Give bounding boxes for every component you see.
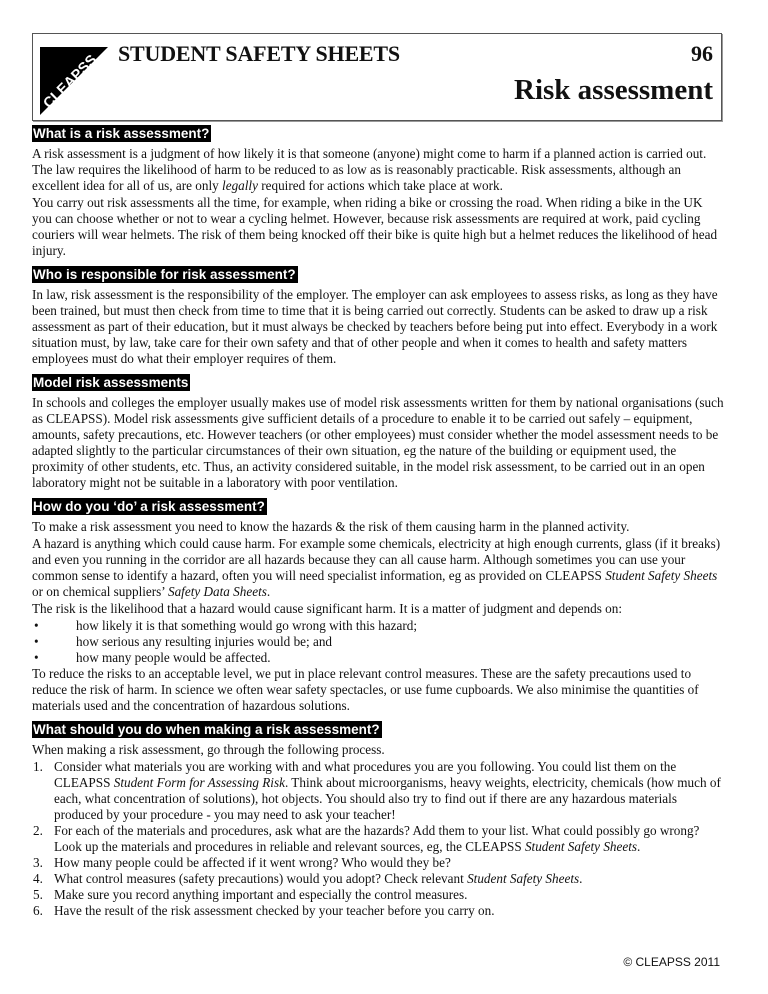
- page-title: Risk assessment: [514, 74, 713, 106]
- list-item: [32, 823, 724, 855]
- list-item: [32, 903, 724, 919]
- text-run: required for actions which take place at work.: [257, 178, 503, 193]
- step-number: 1.: [33, 759, 43, 774]
- text-run: In law, risk assessment is the responsibility of the employer. The employer can ask employees to assess risks, as long as they have been trained, but must then check from time to time that it is being carried out correctly. Students can be asked to draw up a risk assessment as part of their education, but it must always be checked by teachers before being put into effect. Everybody in a work situation must, by law, take care for their own safety and that of other people and when it comes to health and safety matters employees must do what their employer requires of them.: [32, 287, 718, 366]
- paragraph: [32, 287, 724, 367]
- section: [32, 492, 724, 714]
- section-heading: How do you ‘do’ a risk assessment?: [33, 499, 265, 514]
- section: [32, 368, 724, 491]
- text-run: What control measures (safety precautions) would you adopt? Check relevant: [54, 871, 468, 886]
- paragraph: [32, 601, 724, 617]
- text-run: In schools and colleges the employer usually makes use of model risk assessments written for them by national organisations (such as CLEAPSS). Model risk assessments give sufficient details of a procedure to enable it to be carried out safely – equipment, amounts, safety precautions, etc. However teachers (or other employees) must consider whether the model assessment needs to be adapted slightly to the particular circumstances of their own situation, eg the nature of the building or equipment used, the proximity of other students, etc. Thus, an activity considered suitable, in the model risk assessment, to be carried out in an open laboratory might not be suitable in a laboratory with poor ventilation.: [32, 395, 724, 490]
- step-number: 4.: [33, 871, 43, 886]
- list-item: [32, 887, 724, 903]
- italic-text: Student Safety Sheets: [605, 568, 718, 583]
- text-run: or on chemical suppliers’: [32, 584, 168, 599]
- text-run: .: [579, 871, 583, 886]
- text-run: A risk assessment is a judgment of how likely it is that someone (anyone) might come to harm if a planned action is carried out. The law requires the likelihood of harm to be reduced to as low as is reasonably practicable. Risk assessments, although an excellent idea for all of us, are only: [32, 146, 707, 193]
- italic-text: Safety Data Sheets: [167, 584, 267, 599]
- text-run: The risk is the likelihood that a hazard would cause significant harm. It is a matter of judgment and depends on:: [32, 601, 622, 616]
- text-run: A hazard is anything which could cause harm. For example some chemicals, electricity at high enough currents, glass (if it breaks) and even you running in the corridor are all hazards because they can all cause harm. Although sometimes you can use your common sense to identify a hazard, often you will need specialist information, eg as provided on CLEAPSS: [32, 536, 721, 583]
- section-heading: Who is responsible for risk assessment?: [33, 267, 296, 282]
- text-run: For each of the materials and procedures, ask what are the hazards? Add them to your list. What could possibly go wrong? Look up the materials and procedures in reliable and relevant sources, eg, the CLEAPSS: [54, 823, 700, 854]
- italic-text: Student Form for Assessing Risk: [113, 775, 285, 790]
- paragraph: [32, 146, 724, 194]
- list-item: [32, 871, 724, 887]
- step-number: 6.: [33, 903, 43, 918]
- list-item: • how many people would be affected.: [32, 650, 724, 666]
- list-item: • how serious any resulting injuries would be; and: [32, 634, 724, 650]
- section-heading: What should you do when making a risk assessment?: [33, 722, 380, 737]
- list-item: [32, 855, 724, 871]
- paragraph: [32, 666, 724, 714]
- list-item: • how likely it is that something would go wrong with this hazard;: [32, 618, 724, 634]
- text-run: .: [637, 839, 641, 854]
- text-run: . Think about microorganisms, heavy weights, electricity, chemicals (how much of each, what concentration of solutions), hot objects. You should also try to find out if there are any hazardous materials produced by your procedure - you may need to ask your teacher!: [54, 775, 721, 822]
- section: [32, 715, 724, 919]
- paragraph: [32, 536, 724, 600]
- numbered-list: [32, 759, 724, 919]
- svg-text:CLEAPSS: CLEAPSS: [40, 52, 101, 112]
- bullet-list: [32, 618, 724, 666]
- text-run: How many people could be affected if it went wrong? Who would they be?: [54, 855, 451, 870]
- step-number: 5.: [33, 887, 43, 902]
- text-run: When making a risk assessment, go through the following process.: [32, 742, 385, 757]
- cleapss-triangle-icon: [40, 43, 112, 115]
- italic-text: Student Safety Sheets: [467, 871, 580, 886]
- text-run: .: [266, 584, 271, 599]
- copyright: © CLEAPSS 2011: [623, 955, 720, 969]
- document-header: [32, 33, 722, 121]
- text-run: You carry out risk assessments all the time, for example, when riding a bike or crossing the road. When riding a bike in the UK you can choose whether or not to wear a cycling helmet. However, because risk assessments are required at work, paid cycling couriers will wear helmets. The risk of them being knocked off their bike is quite high but a helmet reduces the likelihood of head injury.: [32, 195, 718, 258]
- text-run: To make a risk assessment you need to know the hazards & the risk of them causing harm in the planned activity.: [32, 519, 630, 534]
- text-run: Make sure you record anything important and especially the control measures.: [54, 887, 468, 902]
- text-run: Consider what materials you are working with and what procedures you are you following. You could list them on the CLEAPSS: [54, 759, 677, 790]
- paragraph: [32, 519, 724, 535]
- section: [32, 125, 724, 259]
- paragraph: [32, 195, 724, 259]
- list-item: [32, 759, 724, 823]
- section-heading: What is a risk assessment?: [33, 126, 210, 141]
- step-number: 3.: [33, 855, 43, 870]
- italic-text: Student Safety Sheets: [524, 839, 638, 854]
- text-run: To reduce the risks to an acceptable level, we put in place relevant control measures. These are the safety precautions used to reduce the risk of harm. In science we often wear safety spectacles, or use fume cupboards. We also minimise the quantities of materials used and the concentration of hazardous solutions.: [32, 666, 699, 713]
- italic-text: legally: [222, 178, 258, 193]
- paragraph: [32, 742, 724, 758]
- section-heading: Model risk assessments: [33, 375, 189, 390]
- paragraph: [32, 395, 724, 491]
- document-body: [32, 125, 724, 919]
- step-number: 2.: [33, 823, 43, 838]
- section: [32, 260, 724, 367]
- text-run: Have the result of the risk assessment checked by your teacher before you carry on.: [54, 903, 495, 918]
- series-title: STUDENT SAFETY SHEETS: [118, 41, 400, 66]
- sheet-number: 96: [691, 41, 713, 66]
